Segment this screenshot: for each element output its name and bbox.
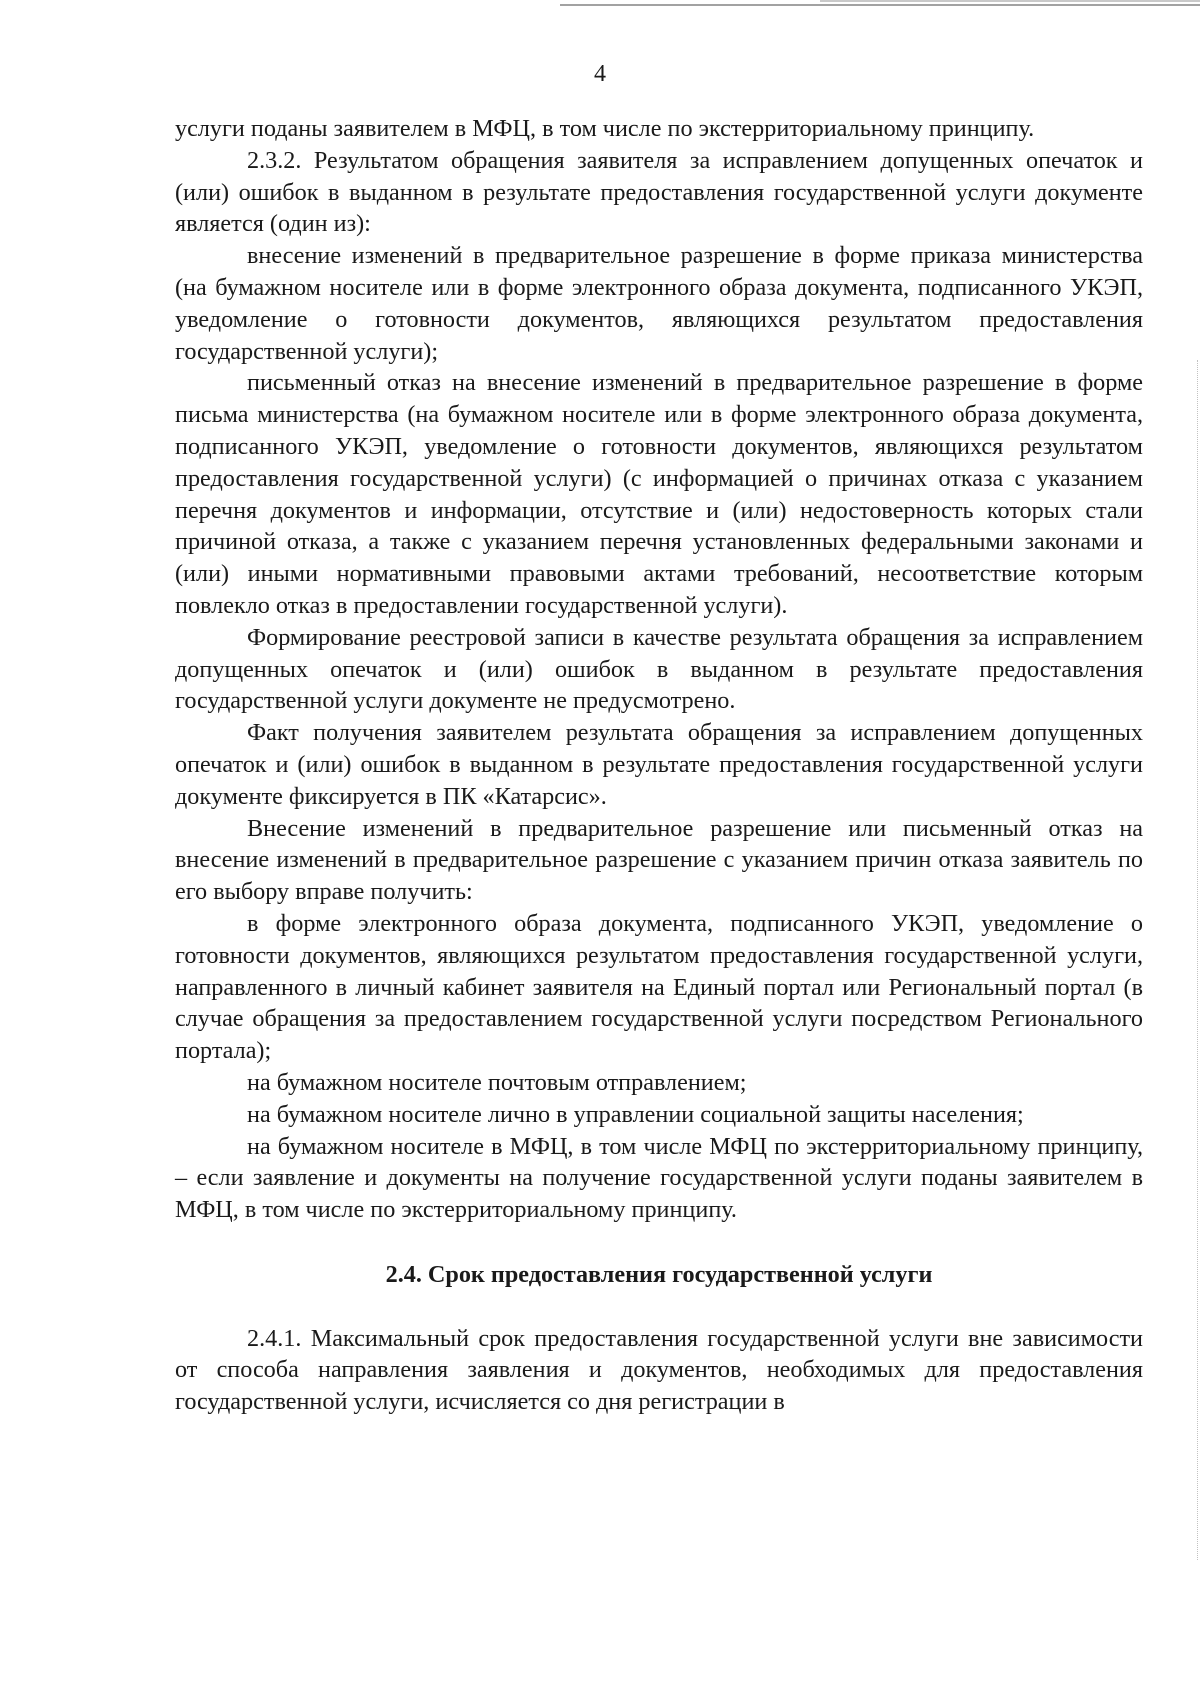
paragraph: Факт получения заявителем результата обращения за исправлением допущенных опечаток и (или) ошибок в выданном в результате предоставления государственной услуги документе фиксируется в ПК «Катарсис». [175,719,1143,810]
paragraph: на бумажном носителе в МФЦ, в том числе МФЦ по экстерриториальному принципу, – если заявление и документы на получение государственной услуги поданы заявителем в МФЦ, в том числе по экстерриториальному принципу. [175,1132,1143,1224]
paragraph: на бумажном носителе почтовым отправлением; [247,1068,747,1096]
paragraph: внесение изменений в предварительное разрешение в форме приказа министерства (на бумажном носителе или в форме электронного образа документа, подписанного УКЭП, уведомление о готовности документов, являющихся результатом предоставления государственной услуги); [175,242,1143,365]
document-body [175,113,1143,1418]
paragraph: письменный отказ на внесение изменений в предварительное разрешение в форме письма министерства (на бумажном носителе или в форме электронного образа документа, подписанного УКЭП, уведомление о готовности документов, являющихся результатом предоставления государственной услуги) (с информацией о причинах отказа с указанием перечня документов и информации, отсутствие и (или) недостоверность которых стали причиной отказа, а также с указанием перечня установленных федеральными законами и (или) иными нормативными правовыми актами требований, несоответствие которым повлекло отказ в предоставлении государственной услуги). [175,369,1143,619]
paragraph: Внесение изменений в предварительное разрешение или письменный отказ на внесение изменений в предварительное разрешение с указанием причин отказа заявитель по его выбору вправе получить: [175,814,1143,906]
paragraph: в форме электронного образа документа, подписанного УКЭП, уведомление о готовности документов, являющихся результатом предоставления государственной услуги, направленного в личный кабинет заявителя на Единый портал или Региональный портал (в случае обращения за предоставлением государственной услуги посредством Регионального портала); [175,909,1143,1065]
scan-edge-dots [1196,360,1198,1560]
paragraph: на бумажном носителе лично в управлении социальной защиты населения; [247,1100,1024,1128]
paragraph: Формирование реестровой записи в качестве результата обращения за исправлением допущенных опечаток и (или) ошибок в выданном в результате предоставления государственной услуги документе не предусмотрено. [175,623,1143,715]
paragraph: 2.3.2. Результатом обращения заявителя за исправлением допущенных опечаток и (или) ошибок в выданном в результате предоставления государственной услуги документе является (один из): [175,146,1143,238]
section-heading: 2.4. Срок предоставления государственной услуги [385,1260,933,1288]
paragraph: 2.4.1. Максимальный срок предоставления государственной услуги вне зависимости от способа направления заявления и документов, необходимых для предоставления государственной услуги, исчисляется со дня регистрации в [175,1324,1143,1416]
scan-edge-line [560,4,1200,6]
scan-edge-line [820,0,1200,2]
paragraph: услуги поданы заявителем в МФЦ, в том числе по экстерриториальному принципу. [175,115,1035,142]
page-number: 4 [594,61,606,87]
